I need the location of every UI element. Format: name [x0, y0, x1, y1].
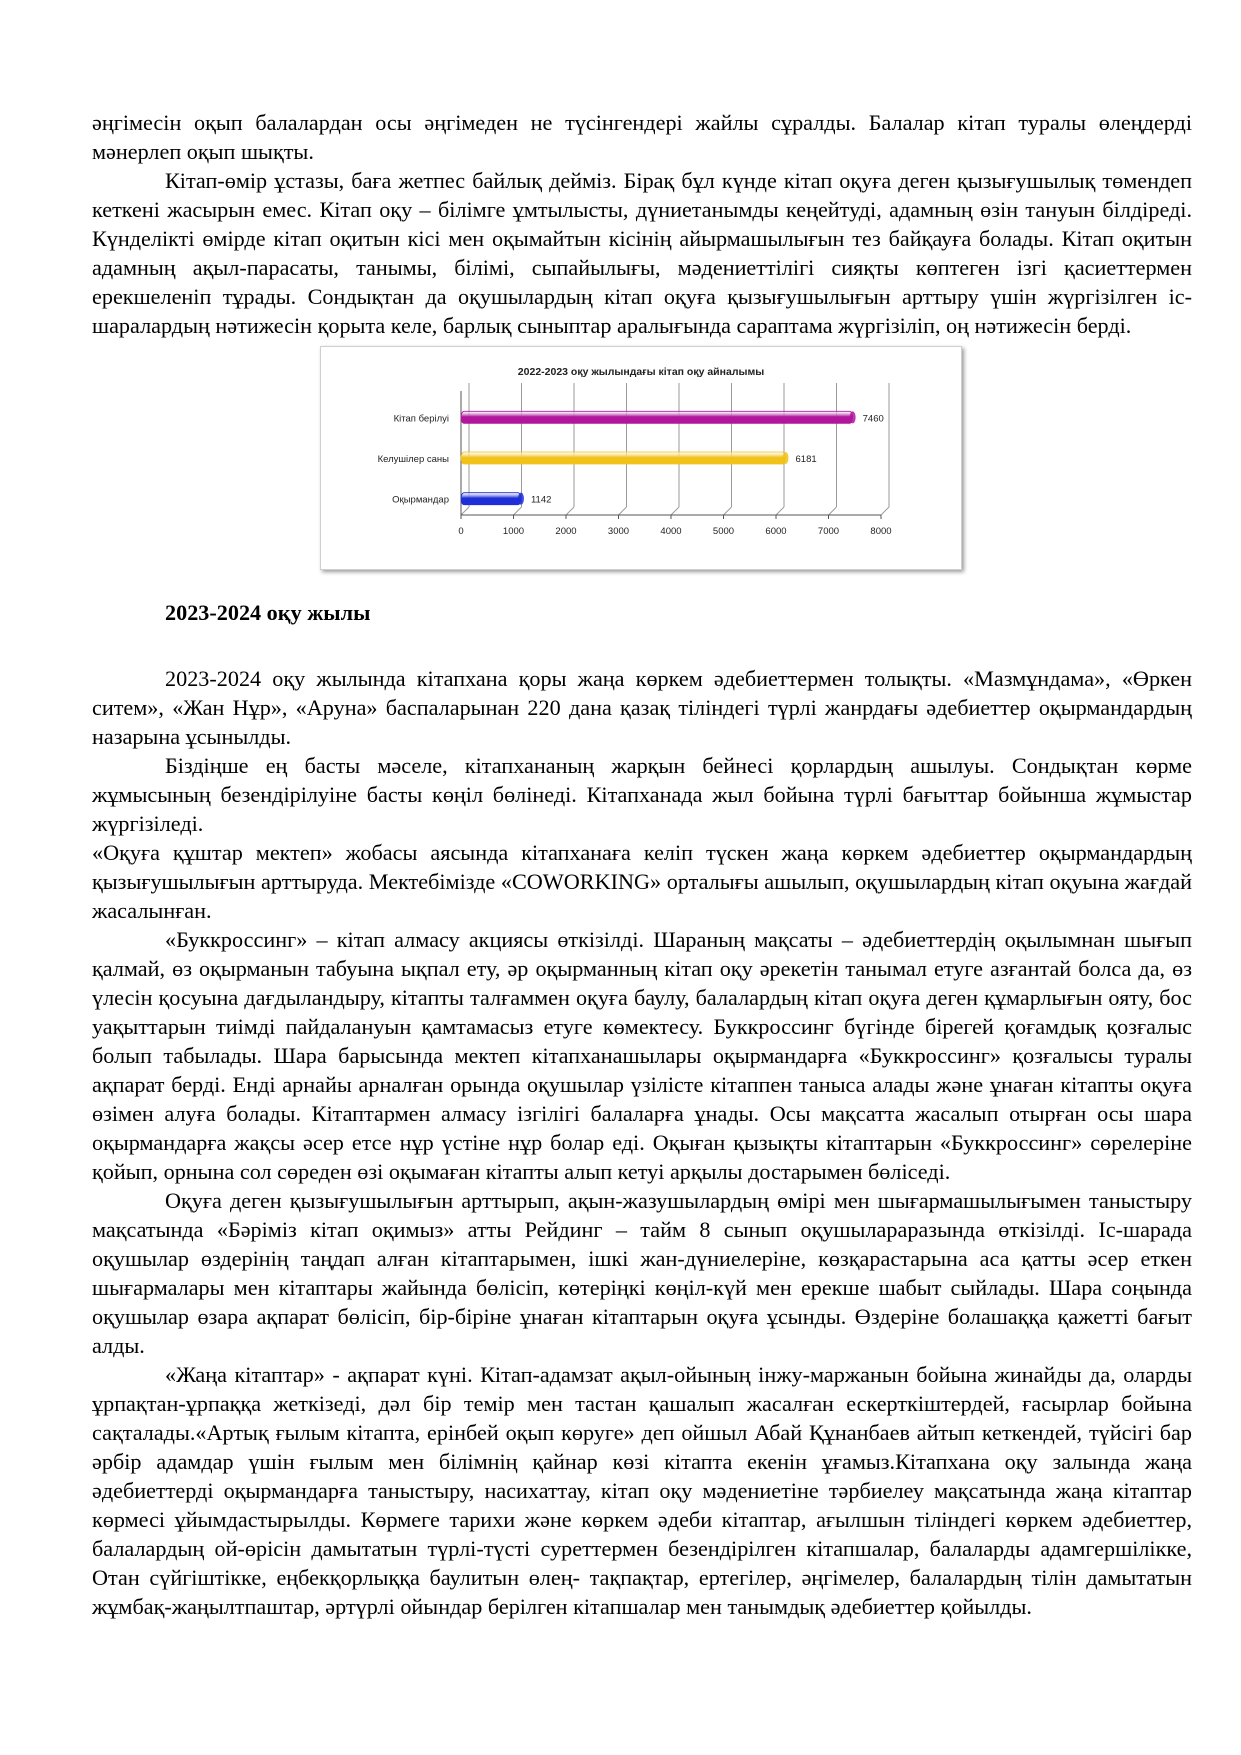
- x-tick-label-7: 7000: [817, 526, 840, 537]
- top-text: [92, 108, 1192, 340]
- x-tick-label-8: 8000: [870, 526, 892, 537]
- category-label-0: Кітап берілуі: [393, 413, 449, 425]
- paragraph-4: Біздіңше ең басты мәселе, кітапхананың жарқын бейнесі қорлардың ашылуы. Сондықтан көрме жұмысының безендірілуіне басты көңіл бөлінеді. Кітапханада жыл бойына түрлі бағыттар бойынша жұмыстар жүргізіледі.: [92, 753, 1192, 836]
- reading-circulation-chart: [320, 346, 962, 570]
- bar-cap-0: [850, 411, 856, 423]
- x-tick-label-2: 2000: [555, 526, 577, 537]
- document-page: [92, 108, 1192, 1621]
- section-title: 2023-2024 оқу жылы: [165, 600, 371, 625]
- value-label-1: 6181: [795, 454, 817, 465]
- grid-floor-line-1: [514, 507, 522, 515]
- value-label-2: 1142: [530, 494, 552, 506]
- x-tick-label-5: 5000: [712, 526, 735, 537]
- category-label-1: Келушілер саны: [377, 454, 449, 465]
- paragraph-6: «Буккроссинг» – кітап алмасу акциясы өткізілді. Шараның мақсаты – әдебиеттердің оқылымнан шығып қалмай, өз оқырманын табуына ықпал ету, әр оқырманның кітап оқу әрекетін танымал етуге азғантай болса да, өз үлесін қосуына дағдыландыру, кітапты талғаммен оқуға баулу, балалардың кітап оқуға деген құмарлығын ояту, бос уақыттарын тиімді пайдалануын қамтамасыз етуге көмектесу. Буккроссинг бүгінде бірегей қоғамдық қозғалыс болып табылады. Шара барысында мектеп кітапханашылары оқырмандарға «Буккроссинг» қозғалысы туралы ақпарат берді. Енді арнайы арналған орында оқушылар үзілісте кітаппен таныса алады және ұнаған кітапты оқуға өзімен алуға болады. Кітаптармен алмасу ізгілігі балаларға ұнады. Осы мақсатта жасалып отырған осы шара оқырмандарға жақсы әсер етсе нұр үстіне нұр болар еді. Оқыған қызықты кітаптарын «Буккроссинг» сөрелеріне қойып, орнына сол сөреден өзі оқымаған кітапты алып кетуі арқылы достарымен бөліседі.: [92, 927, 1192, 1184]
- grid-floor-line-6: [776, 507, 784, 515]
- paragraph-3: 2023-2024 оқу жылында кітапхана қоры жаңа көркем әдебиеттермен толықты. «Мазмұндама», «Өркен ситем», «Жан Нұр», «Аруна» баспаларынан 220 дана қазақ тіліндегі түрлі жанрдағы әдебиеттер оқырмандардың назарына ұсынылды.: [92, 666, 1192, 749]
- grid-floor-line-4: [671, 507, 679, 515]
- paragraph-7: Оқуға деген қызығушылығын арттырып, ақын-жазушылардың өмірі мен шығармашылығымен таныстыру мақсатында «Бәріміз кітап оқимыз» атты Рейдинг – тайм 8 сынып оқушылараразында өткізілді. Іс-шарада оқушылар өздерінің таңдап алған кітаптарымен, ішкі жан-дүниелеріне, көзқарастарына аса қатты әсер еткен шығармалары мен кітаптары жайында бөлісіп, көтеріңкі көңіл-күй мен ерекше шабыт сыйлады. Шара соңында оқушылар өзара ақпарат бөлісіп, бір-біріне ұнаған кітаптарын оқуға ұсынды. Өздеріне болашаққа қажетті бағыт алды.: [92, 1188, 1192, 1358]
- chart-title: 2022-2023 оқу жылындағы кітап оқу айналымы: [517, 366, 765, 378]
- bar-cap-2: [518, 493, 524, 505]
- value-label-0: 7460: [862, 413, 884, 425]
- paragraph-1: әңгімесін оқып балалардан осы әңгімеден не түсінгендері жайлы сұралды. Балалар кітап туралы өлеңдерді мәнерлеп оқып шықты.: [92, 110, 1192, 164]
- x-tick-label-3: 3000: [607, 526, 630, 537]
- paragraph-8: «Жаңа кітаптар» - ақпарат күні. Кітап-адамзат ақыл-ойының інжу-маржанын бойына жинайды да, оларды ұрпақтан-ұрпаққа жеткізеді, дәл бір темір мен тастан қашалып жасалған ескерткіштердей, ғасырлар бойына сақталады.«Артық ғылым кітапта, ерінбей оқып көруге» деп ойшыл Абай Құнанбаев айтып кеткендей, түйсігі бар әрбір адамдар үшін ғылым мен білімнің қайнар көзі кітапта екенін ұғамыз.Кітапхана оқу залында жаңа әдебиеттерді оқырмандарға таныстыру, насихаттау, кітап оқу мәдениетіне тәрбиелеу мақсатында жаңа кітаптар көрмесі ұйымдастырылды. Көрмеге тарихи және көркем әдеби кітаптар, ағылшын тіліндегі көркем әдебиеттер, балалардың ой-өрісін дамытатын түрлі-түсті суреттермен безендірілген кітапшалар, балаларды адамгершілікке, Отан сүйгіштікке, еңбекқорлыққа баулитын өлең- тақпақтар, ертегілер, әңгімелер, балалардың тілін дамытатын жұмбақ-жаңылтпаштар, әртүрлі ойындар берілген кітапшалар мен танымдық әдебиеттер қойылды.: [92, 1362, 1192, 1619]
- bar-1: [461, 452, 786, 464]
- x-tick-label-6: 6000: [765, 526, 787, 537]
- grid-floor-line-3: [619, 507, 627, 515]
- grid-floor-line-2: [566, 507, 574, 515]
- grid-floor-line-8: [881, 507, 889, 515]
- bottom-text: [92, 664, 1192, 1621]
- bar-cap-1: [783, 452, 789, 464]
- category-label-2: Оқырмандар: [392, 494, 449, 506]
- bar-0: [461, 411, 853, 423]
- grid-floor-line-5: [724, 507, 732, 515]
- grid-floor-line-7: [829, 507, 837, 515]
- x-tick-label-0: 0: [458, 526, 464, 537]
- chart-svg: [321, 347, 961, 569]
- x-tick-label-1: 1000: [502, 526, 525, 537]
- grid-floor-line-0: [461, 507, 469, 515]
- paragraph-2: Кітап-өмір ұстазы, баға жетпес байлық дейміз. Бірақ бұл күнде кітап оқуға деген қызығушылық төмендеп кеткені жасырын емес. Кітап оқу – білімге ұмтылысты, дүниетанымды кеңейтуді, адамның өзін тануын білдіреді. Күнделікті өмірде кітап оқитын кісі мен оқымайтын кісінің айырмашылығын тез байқауға болады. Кітап оқитын адамның ақыл-парасаты, танымы, білімі, сыпайылығы, мәдениеттілігі сияқты көптеген ізгі қасиеттермен ерекшеленіп тұрады. Сондықтан да оқушылардың кітап оқуға қызығушылығын арттыру үшін жүргізілген іс-шаралардың нәтижесін қорыта келе, барлық сыныптар аралығында сараптама жүргізіліп, оң нәтижесін берді.: [92, 168, 1192, 338]
- paragraph-5: «Оқуға құштар мектеп» жобасы аясында кітапханаға келіп түскен жаңа көркем әдебиеттер оқырмандардың қызығушылығын арттыруда. Мектебімізде «COWORKING» орталығы ашылып, оқушылардың кітап оқуына жағдай жасалынған.: [92, 840, 1192, 923]
- x-tick-label-4: 4000: [660, 526, 682, 537]
- bar-2: [461, 493, 521, 505]
